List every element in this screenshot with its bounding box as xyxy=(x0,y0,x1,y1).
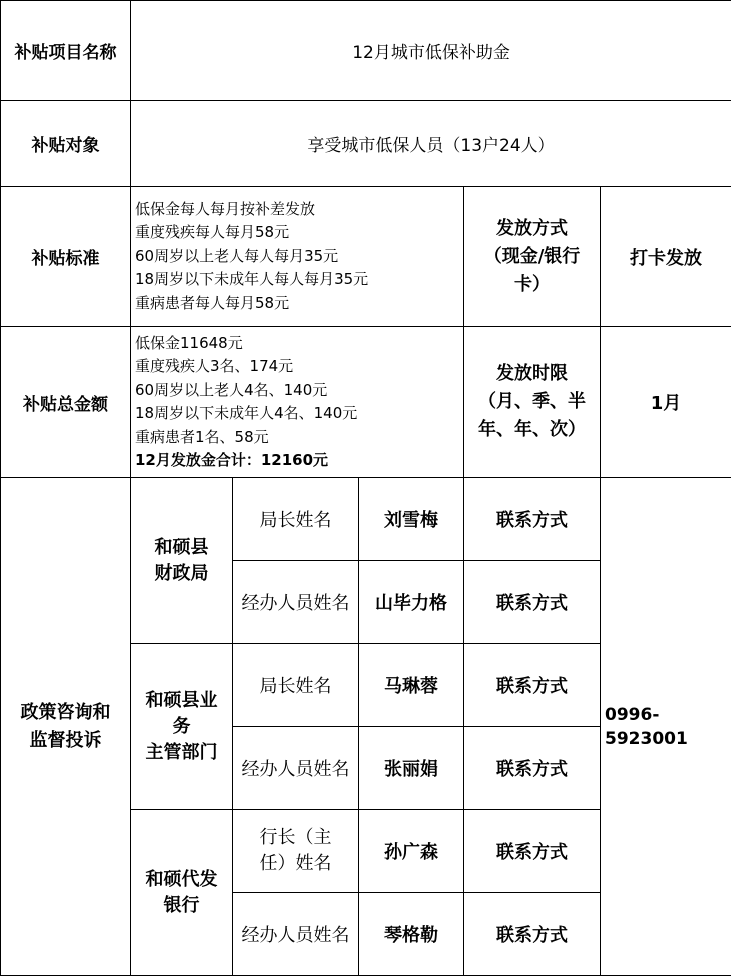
total-line: 低保金11648元 xyxy=(135,332,459,356)
role-label: 经办人员姓名 xyxy=(233,727,359,810)
standard-line: 60周岁以上老人每人每月35元 xyxy=(135,245,459,269)
target-label: 补贴对象 xyxy=(1,101,131,187)
contact-label: 联系方式 xyxy=(464,893,601,976)
total-label: 补贴总金额 xyxy=(1,327,131,478)
total-line: 18周岁以下未成年人4名、140元 xyxy=(135,402,459,426)
contact-label: 联系方式 xyxy=(464,727,601,810)
person-name: 刘雪梅 xyxy=(359,478,464,561)
org-finance-bureau: 和硕县 财政局 xyxy=(131,478,233,644)
org-agent-bank: 和硕代发 银行 xyxy=(131,810,233,976)
person-name: 马琳蓉 xyxy=(359,644,464,727)
method-label: 发放方式 （现金/银行 卡） xyxy=(464,187,601,327)
person-name: 孙广森 xyxy=(359,810,464,893)
target-value: 享受城市低保人员（13户24人） xyxy=(131,101,731,187)
contact-phone: 0996- 5923001 xyxy=(601,478,731,976)
standard-label: 补贴标准 xyxy=(1,187,131,327)
role-label: 局长姓名 xyxy=(233,644,359,727)
policy-label: 政策咨询和 监督投诉 xyxy=(1,478,131,976)
standard-line: 低保金每人每月按补差发放 xyxy=(135,198,459,222)
standard-line: 18周岁以下未成年人每人每月35元 xyxy=(135,268,459,292)
contact-label: 联系方式 xyxy=(464,561,601,644)
org-business-dept: 和硕县业 务 主管部门 xyxy=(131,644,233,810)
role-label: 行长（主 任）姓名 xyxy=(233,810,359,893)
total-line: 重度残疾人3名、174元 xyxy=(135,355,459,379)
contact-label: 联系方式 xyxy=(464,644,601,727)
project-name-value: 12月城市低保补助金 xyxy=(131,1,731,101)
role-label: 经办人员姓名 xyxy=(233,561,359,644)
person-name: 琴格勒 xyxy=(359,893,464,976)
total-sum-line: 12月发放金合计：12160元 xyxy=(135,449,459,473)
project-name-label: 补贴项目名称 xyxy=(1,1,131,101)
contact-label: 联系方式 xyxy=(464,478,601,561)
total-line: 60周岁以上老人4名、140元 xyxy=(135,379,459,403)
total-line: 重病患者1名、58元 xyxy=(135,426,459,450)
limit-label: 发放时限 （月、季、半 年、年、次） xyxy=(464,327,601,478)
limit-value: 1月 xyxy=(601,327,731,478)
person-name: 张丽娟 xyxy=(359,727,464,810)
method-value: 打卡发放 xyxy=(601,187,731,327)
role-label: 局长姓名 xyxy=(233,478,359,561)
contact-label: 联系方式 xyxy=(464,810,601,893)
standard-details xyxy=(131,187,464,327)
standard-line: 重度残疾每人每月58元 xyxy=(135,221,459,245)
total-details xyxy=(131,327,464,478)
standard-line: 重病患者每人每月58元 xyxy=(135,292,459,316)
role-label: 经办人员姓名 xyxy=(233,893,359,976)
person-name: 山毕力格 xyxy=(359,561,464,644)
